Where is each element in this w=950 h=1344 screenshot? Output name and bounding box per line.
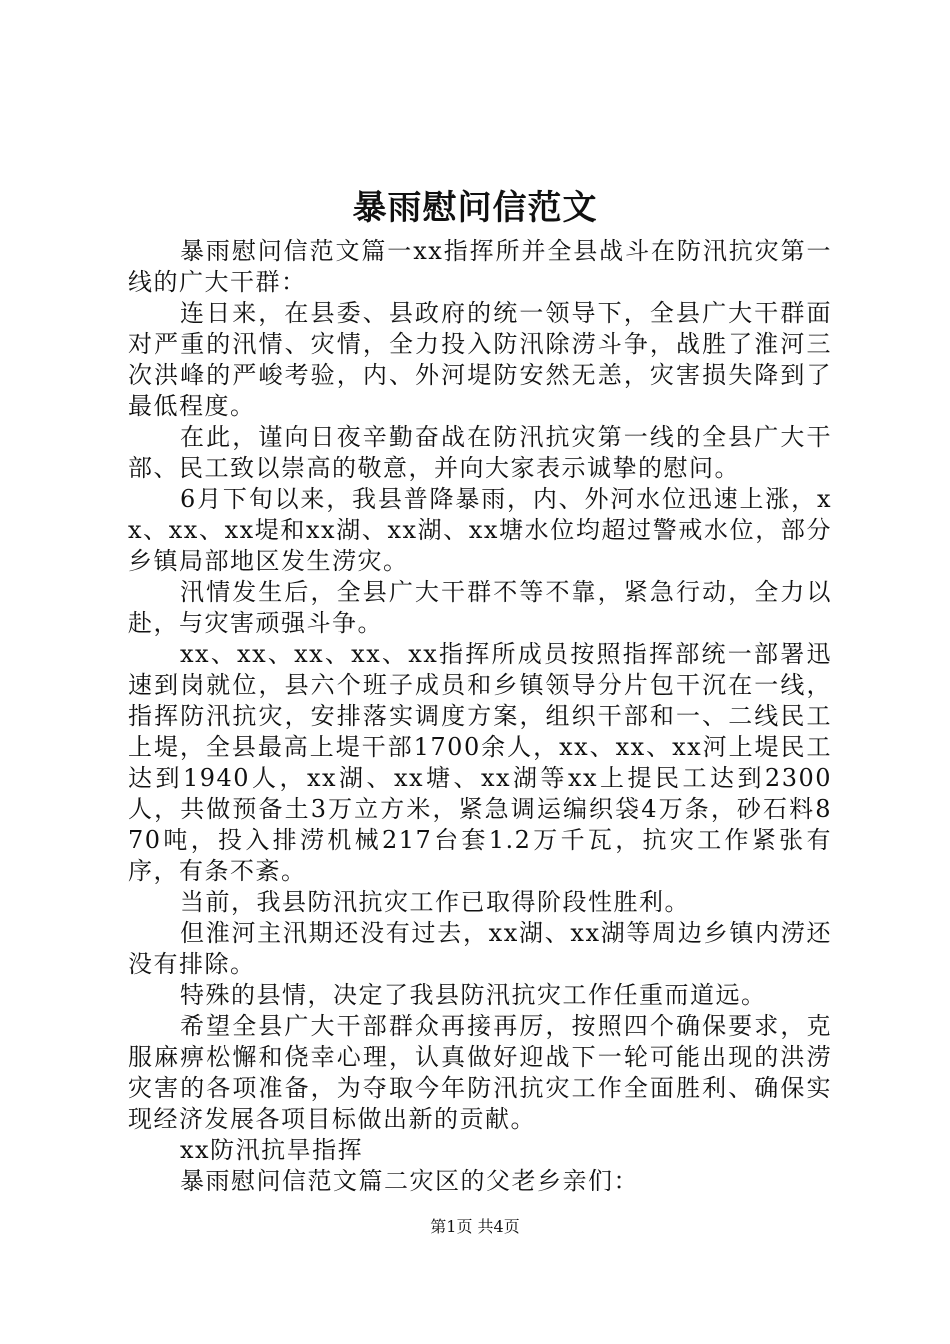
paragraph: 特殊的县情，决定了我县防汛抗灾工作任重而道远。 [180,981,767,1009]
document-body [128,236,832,1197]
paragraph: 暴雨慰问信范文篇二灾区的父老乡亲们： [180,1167,639,1195]
paragraph: xx、xx、xx、xx、xx指挥所成员按照指挥部统一部署迅速到岗就位，县六个班子成员和乡镇领导分片包干沉在一线，指挥防汛抗灾，安排落实调度方案，组织干部和一、二线民工上堤，全县最高上堤干部1700余人，xx、xx、xx河上堤民工达到1940人，xx湖、xx塘、xx湖等xx上提民工达到2300人，共做预备土3万立方米，紧急调运编织袋4万条，砂石料870吨，投入排涝机械217台套1.2万千瓦，抗灾工作紧张有序，有条不紊。 [128,640,832,885]
signature-line: xx防汛抗旱指挥 [180,1136,364,1164]
paragraph: 暴雨慰问信范文篇一xx指挥所并全县战斗在防汛抗灾第一线的广大干群： [128,237,832,296]
document-title: 暴雨慰问信范文 [352,188,598,228]
paragraph: 当前，我县防汛抗灾工作已取得阶段性胜利。 [180,888,690,916]
paragraph: 但淮河主汛期还没有过去，xx湖、xx湖等周边乡镇内涝还没有排除。 [128,919,832,978]
paragraph: 6月下旬以来，我县普降暴雨，内、外河水位迅速上涨，xx、xx、xx堤和xx湖、xx湖、xx塘水位均超过警戒水位，部分乡镇局部地区发生涝灾。 [128,485,832,575]
page-footer: 第1页 共4页 [430,1217,520,1236]
paragraph: 希望全县广大干部群众再接再厉，按照四个确保要求，克服麻痹松懈和侥幸心理，认真做好迎战下一轮可能出现的洪涝灾害的各项准备，为夺取今年防汛抗灾工作全面胜利、确保实现经济发展各项目标做出新的贡献。 [128,1012,832,1133]
paragraph: 汛情发生后，全县广大干群不等不靠，紧急行动，全力以赴，与灾害顽强斗争。 [128,578,832,637]
paragraph: 连日来，在县委、县政府的统一领导下，全县广大干群面对严重的汛情、灾情，全力投入防汛除涝斗争，战胜了淮河三次洪峰的严峻考验，内、外河堤防安然无恙，灾害损失降到了最低程度。 [128,299,832,420]
paragraph: 在此，谨向日夜辛勤奋战在防汛抗灾第一线的全县广大干部、民工致以崇高的敬意，并向大家表示诚挚的慰问。 [128,423,832,482]
